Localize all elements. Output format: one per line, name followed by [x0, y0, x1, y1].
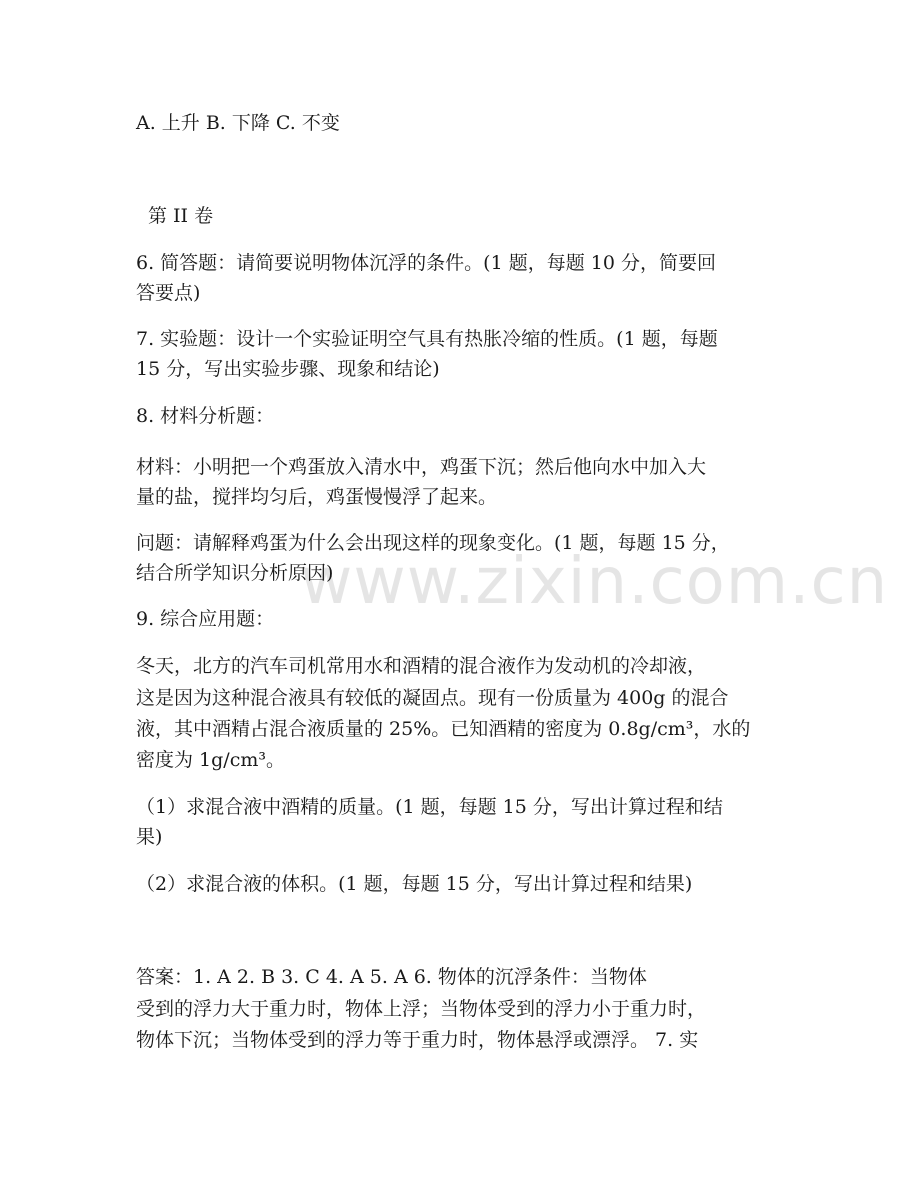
q6-line-2: 答要点) [136, 282, 201, 304]
options-line: A. 上升 B. 下降 C. 不变 [136, 112, 340, 134]
q9-sub1-line-1: （1）求混合液中酒精的质量。(1 题，每题 15 分，写出计算过程和结 [136, 796, 723, 818]
section-title: 第 II 卷 [148, 205, 214, 227]
answers-line-1: 答案：1. A 2. B 3. C 4. A 5. A 6. 物体的沉浮条件：当物体 [136, 966, 647, 988]
q8-material-line-2: 量的盐，搅拌均匀后，鸡蛋慢慢浮了起来。 [136, 486, 498, 508]
q8-question-line-1: 问题：请解释鸡蛋为什么会出现这样的现象变化。(1 题，每题 15 分， [136, 532, 730, 554]
q8-material-line-1: 材料：小明把一个鸡蛋放入清水中，鸡蛋下沉；然后他向水中加入大 [136, 456, 707, 478]
answers-line-2: 受到的浮力大于重力时，物体上浮；当物体受到的浮力小于重力时， [136, 998, 707, 1020]
answers-line-3: 物体下沉；当物体受到的浮力等于重力时，物体悬浮或漂浮。 7. 实 [136, 1029, 699, 1051]
q9-sub2-line-1: （2）求混合液的体积。(1 题，每题 15 分，写出计算过程和结果) [136, 873, 693, 895]
q9-title: 9. 综合应用题： [136, 608, 275, 630]
q8-question-line-2: 结合所学知识分析原因) [136, 562, 334, 584]
q7-line-1: 7. 实验题：设计一个实验证明空气具有热胀冷缩的性质。(1 题，每题 [136, 328, 718, 350]
q7-line-2: 15 分，写出实验步骤、现象和结论) [136, 358, 440, 380]
q9-sub1-line-2: 果) [136, 826, 163, 848]
q9-text-line-2: 这是因为这种混合液具有较低的凝固点。现有一份质量为 400g 的混合 [136, 687, 729, 709]
q9-text-line-1: 冬天，北方的汽车司机常用水和酒精的混合液作为发动机的冷却液， [136, 655, 707, 677]
q6-line-1: 6. 简答题：请简要说明物体沉浮的条件。(1 题，每题 10 分，简要回 [136, 252, 716, 274]
q9-text-line-4: 密度为 1g/cm³。 [136, 749, 285, 771]
q8-title: 8. 材料分析题： [136, 405, 275, 427]
watermark: www.zixin.com.cn [300, 545, 889, 619]
q9-text-line-3: 液，其中酒精占混合液质量的 25%。已知酒精的密度为 0.8g/cm³，水的 [136, 718, 751, 740]
